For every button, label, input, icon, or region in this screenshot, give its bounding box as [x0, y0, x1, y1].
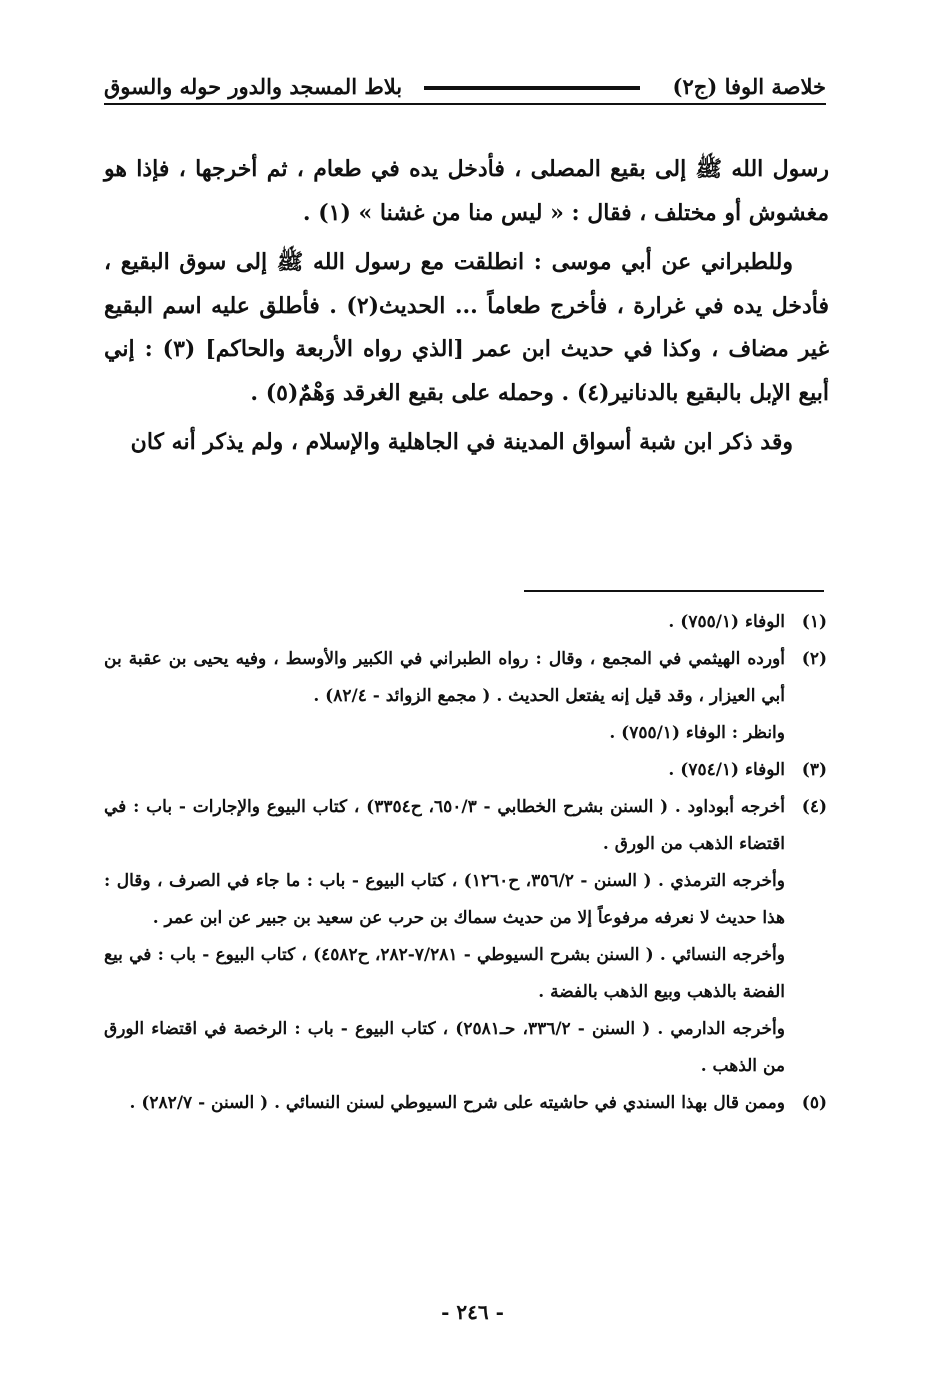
footnote-text: وأخرجه الترمذي . ( السنن - ٣٥٦/٢، ح١٢٦٠) ، كتاب البيوع - باب : ما جاء في الصرف ، وقال : هذا حديث لا نعرفه مرفوعاً إلا من حديث سماك بن حرب عن سعيد بن جبير عن ابن عمر .	[104, 871, 785, 928]
body-paragraph: رسول الله ﷺ إلى بقيع المصلى ، فأدخل يده في طعام ، ثم أخرجها ، فإذا هو مغشوش أو مختلف ، فقال : « ليس منا من غشنا » (١) .	[104, 156, 829, 226]
footnote-text: الوفاء (٧٥٤/١) .	[668, 760, 785, 780]
footnote-item	[104, 752, 827, 789]
chapter-title: بلاط المسجد والدور حوله والسوق	[104, 74, 403, 99]
footnote-number: (٢)	[801, 649, 827, 669]
footnote-text: وأخرجه النسائي . ( السنن بشرح السيوطي - ٧/٢٨١-٢٨٢، ح٤٥٨٢) ، كتاب البيوع - باب : في بيع الفضة بالذهب وبيع الذهب بالفضة .	[104, 945, 785, 1002]
footnote-number: (٤)	[801, 797, 827, 817]
footnote-text: أورده الهيثمي في المجمع ، وقال : رواه الطبراني في الكبير والأوسط ، وفيه يحيى بن عقبة بن أبي العيزار ، وقد قيل إنه يفتعل الحديث . ( مجمع الزوائد - ٨٢/٤) .	[104, 649, 785, 706]
footnote-text: وممن قال بهذا السندي في حاشيته على شرح السيوطي لسنن النسائي . ( السنن - ٢٨٢/٧) .	[129, 1093, 785, 1113]
footnote-number: (٥)	[801, 1093, 827, 1113]
running-header	[104, 72, 826, 104]
body-paragraph: وقد ذكر ابن شبة أسواق المدينة في الجاهلية والإسلام ، ولم يذكر أنه كان	[130, 429, 793, 455]
footnote-text: الوفاء (٧٥٥/١) .	[668, 612, 785, 632]
footnote-item	[104, 789, 827, 1085]
header-underline	[104, 103, 826, 105]
footnote-number: (٣)	[801, 760, 827, 780]
main-text	[104, 148, 829, 465]
footnote-text: أخرجه أبوداود . ( السنن بشرح الخطابي - ٦٥٠/٣، ح٣٣٥٤) ، كتاب البيوع والإجارات - باب : في اقتضاء الذهب من الورق .	[104, 797, 785, 854]
footnote-number: (١)	[801, 612, 827, 632]
footnote-item	[104, 604, 827, 641]
footnote-item	[104, 641, 827, 752]
body-paragraph: وللطبراني عن أبي موسى : انطلقت مع رسول الله ﷺ إلى سوق البقيع ، فأدخل يده في غرارة ، فأخرج طعاماً ... الحديث(٢) . فأطلق عليه اسم البقيع غير مضاف ، وكذا في حديث ابن عمر [الذي رواه الأربعة والحاكم] (٣) : إني أبيع الإبل بالبقيع بالدنانير(٤) . وحمله على بقيع الغرقد وَهْمٌ(٥) .	[104, 249, 829, 406]
footnotes	[104, 604, 827, 1122]
footnote-separator	[524, 590, 824, 592]
book-title: خلاصة الوفا (ج٢)	[672, 74, 826, 99]
footnote-text: وأخرجه الدارمي . ( السنن - ٣٣٦/٢، حـ٢٥٨١) ، كتاب البيوع - باب : الرخصة في اقتضاء الورق من الذهب .	[104, 1019, 785, 1076]
footnote-item	[104, 1085, 827, 1122]
header-rule	[424, 86, 640, 90]
footnote-text: وانظر : الوفاء (٧٥٥/١) .	[609, 723, 785, 743]
page-number: - ٢٤٦ -	[441, 1300, 504, 1324]
